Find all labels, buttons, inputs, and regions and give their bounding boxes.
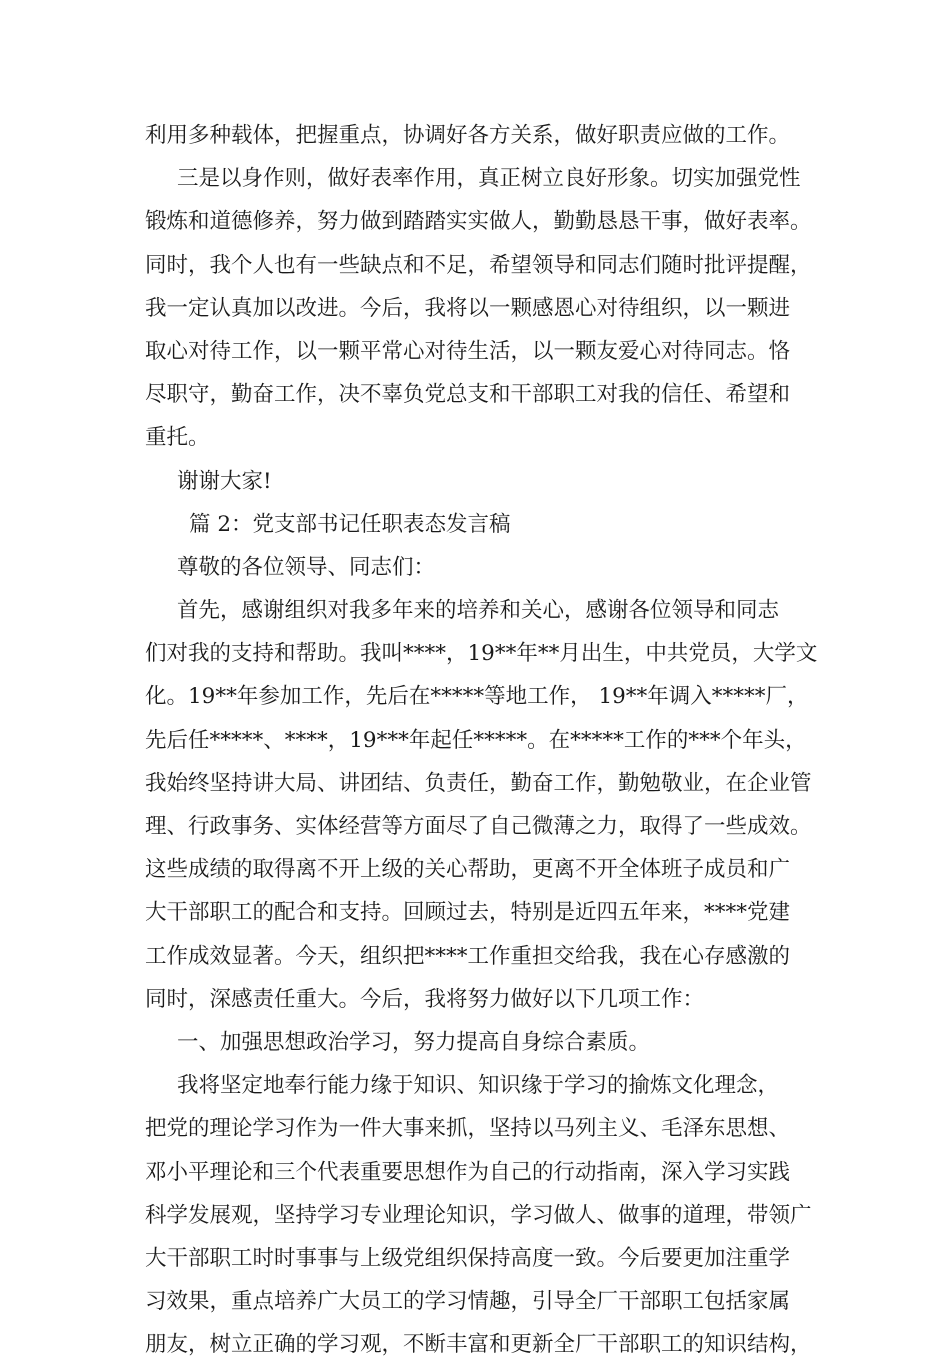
text-line: 科学发展观，坚持学习专业理论知识，学习做人、做事的道理，带领广: [145, 1202, 812, 1228]
text-line: 我一定认真加以改进。今后，我将以一颗感恩心对待组织，以一颗进: [145, 295, 791, 321]
text-line: 这些成绩的取得离不开上级的关心帮助，更离不开全体班子成员和广: [145, 857, 791, 883]
text-line: 化。19**年参加工作，先后在*****等地工作， 19**年调入*****厂，: [145, 684, 809, 710]
text-line: 大干部职工时时事事与上级党组织保持高度一致。今后要更加注重学: [145, 1245, 791, 1271]
text-line: 我始终坚持讲大局、讲团结、负责任，勤奋工作，勤勉敬业，在企业管: [145, 770, 812, 796]
text-line: 习效果，重点培养广大员工的学习情趣，引导全厂干部职工包括家属: [145, 1289, 791, 1315]
text-line: 利用多种载体，把握重点，协调好各方关系，做好职责应做的工作。: [145, 123, 791, 148]
closing-thanks: 谢谢大家!: [177, 468, 272, 494]
paragraph-start-line: 三是以身作则，做好表率作用，真正树立良好形象。切实加强党性: [177, 166, 801, 192]
text-line: 同时，我个人也有一些缺点和不足，希望领导和同志们随时批评提醒，: [145, 252, 812, 278]
text-line: 先后任*****、****，19***年起任*****。在*****工作的***个年头，: [145, 727, 807, 753]
text-line: 把党的理论学习作为一件大事来抓，坚持以马列主义、毛泽东思想、: [145, 1116, 791, 1142]
text-line: 朋友，树立正确的学习观，不断丰富和更新全厂干部职工的知识结构，: [145, 1332, 812, 1358]
text-line: 取心对待工作，以一颗平常心对待生活，以一颗友爱心对待同志。恪: [145, 338, 791, 364]
text-line: 们对我的支持和帮助。我叫****，19**年**月出生，中共党员，大学文: [145, 641, 818, 667]
text-line: 工作成效显著。今天，组织把****工作重担交给我，我在心存感激的: [145, 943, 791, 969]
paragraph-start-line: 我将坚定地奉行能力缘于知识、知识缘于学习的揄炼文化理念，: [177, 1073, 780, 1099]
text-line: 锻炼和道德修养，努力做到踏踏实实做人，勤勤恳恳干事，做好表率。: [145, 209, 812, 235]
salutation: 尊敬的各位领导、同志们：: [177, 554, 436, 580]
text-line: 邓小平理论和三个代表重要思想作为自己的行动指南，深入学习实践: [145, 1159, 791, 1185]
body-text: [145, 114, 825, 1366]
text-line: 尽职守，勤奋工作，决不辜负党总支和干部职工对我的信任、希望和: [145, 382, 791, 408]
text-line: 大干部职工的配合和支持。回顾过去，特别是近四五年来，****党建: [145, 900, 791, 926]
text-line: 理、行政事务、实体经营等方面尽了自己微薄之力，取得了一些成效。: [145, 814, 812, 839]
text-line: 同时，深感责任重大。今后，我将努力做好以下几项工作：: [145, 986, 705, 1012]
text-line: 重托。: [145, 425, 210, 451]
paragraph-start-line: 首先，感谢组织对我多年来的培养和关心，感谢各位领导和同志: [177, 598, 780, 624]
numbered-point-heading: 一、加强思想政治学习，努力提高自身综合素质。: [177, 1029, 651, 1055]
section-heading: 篇 2：党支部书记任职表态发言稿: [189, 511, 511, 537]
